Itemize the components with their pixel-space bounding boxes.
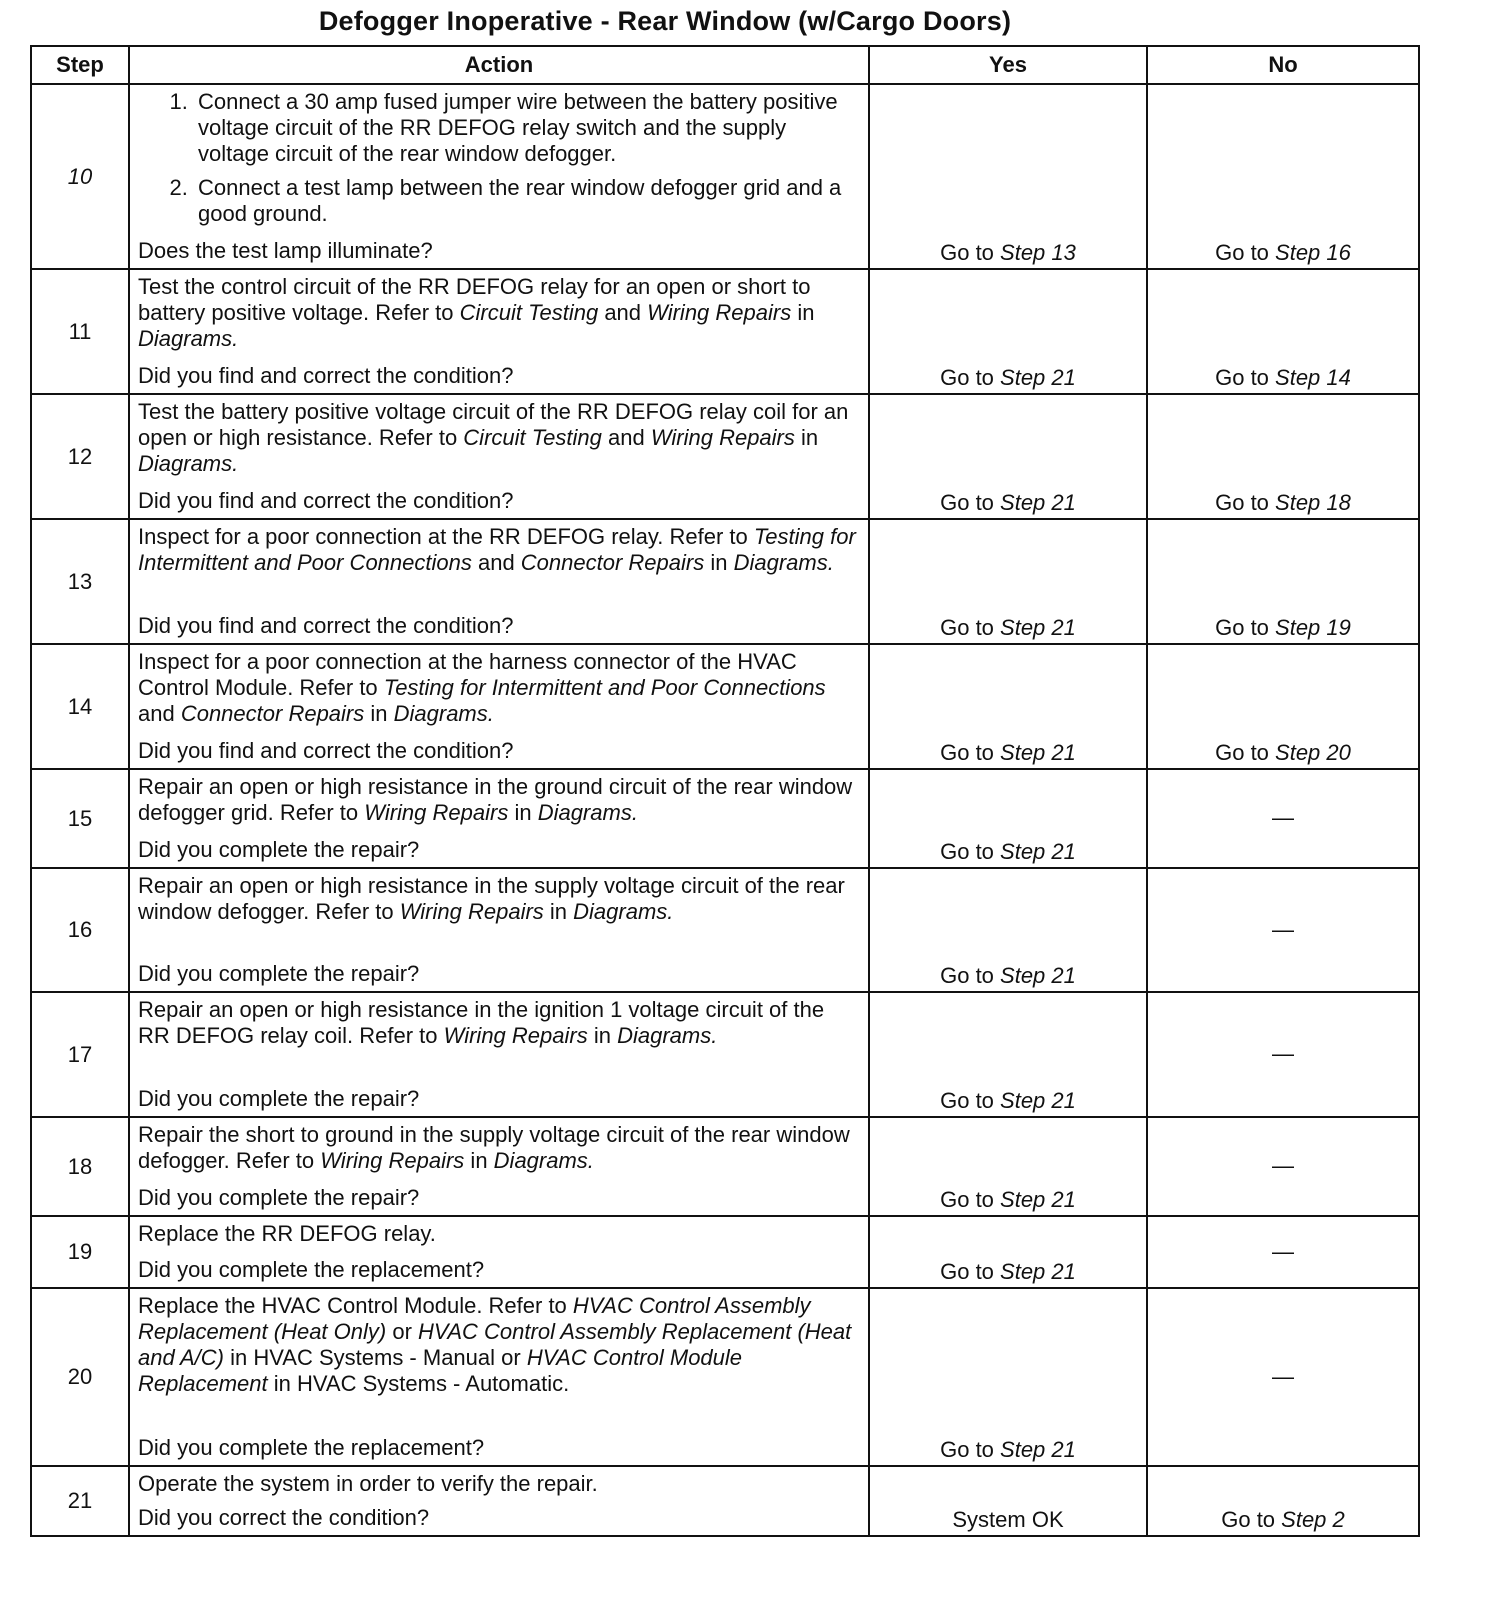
table-row xyxy=(31,394,1419,519)
reference-text: Circuit Testing xyxy=(459,300,599,325)
goto-prefix: Go to xyxy=(940,839,1001,864)
reference-text: Diagrams. xyxy=(493,1148,594,1173)
action-question: Did you complete the replacement? xyxy=(138,1435,485,1460)
text-segment: Repair an open or high resistance in the supply voltage circuit of the rear window defogger. Refer to xyxy=(138,873,845,924)
text-segment: Replace the RR DEFOG relay. xyxy=(138,1221,436,1246)
action-question: Did you complete the repair? xyxy=(138,1185,420,1210)
text-segment: and xyxy=(598,300,648,325)
step-number: 13 xyxy=(31,519,129,644)
action-text xyxy=(138,524,858,576)
yes-cell xyxy=(869,868,1147,992)
text-segment: Connect a 30 amp fused jumper wire between the battery positive voltage circuit of the RR DEFOG relay switch and the supply voltage circuit of the rear window defogger. xyxy=(198,89,838,166)
reference-text: Wiring Repairs xyxy=(650,425,795,450)
action-question: Did you correct the condition? xyxy=(138,1505,430,1530)
dash-mark: — xyxy=(1272,1238,1294,1264)
action-cell xyxy=(129,992,869,1117)
action-text xyxy=(138,1122,858,1174)
no-cell xyxy=(1147,84,1419,269)
step-number: 16 xyxy=(31,868,129,992)
table-row xyxy=(31,1288,1419,1466)
table-row xyxy=(31,1117,1419,1216)
text-segment: Repair the short to ground in the supply voltage circuit of the rear window defogger. Refer to xyxy=(138,1122,850,1173)
action-cell xyxy=(129,269,869,394)
goto-prefix: Go to xyxy=(1215,365,1276,390)
reference-text: Diagrams. xyxy=(537,800,638,825)
text-segment: in xyxy=(464,1148,494,1173)
action-question: Did you complete the repair? xyxy=(138,961,420,986)
text-segment: and xyxy=(471,550,521,575)
text-segment: in xyxy=(587,1023,618,1048)
goto-step-link: Step 21 xyxy=(1000,1187,1076,1212)
dash-mark: — xyxy=(1272,1153,1294,1178)
dash-mark: — xyxy=(1272,916,1294,942)
reference-text: Wiring Repairs xyxy=(647,300,792,325)
goto-prefix: Go to xyxy=(940,1259,1001,1284)
goto-prefix: Go to xyxy=(1215,240,1276,265)
table-row xyxy=(31,769,1419,868)
goto-prefix: Go to xyxy=(1215,740,1276,765)
action-question: Did you find and correct the condition? xyxy=(138,363,514,388)
no-cell xyxy=(1147,1216,1419,1288)
header-row xyxy=(31,46,1419,84)
action-cell xyxy=(129,1117,869,1216)
text-segment: Replace the HVAC Control Module. Refer to xyxy=(138,1293,573,1318)
yes-cell xyxy=(869,84,1147,269)
step-number: 19 xyxy=(31,1216,129,1288)
action-text xyxy=(138,1293,858,1397)
action-text xyxy=(138,399,858,477)
text-segment: in xyxy=(704,550,734,575)
text-segment: in xyxy=(791,300,815,325)
text-segment: Repair an open or high resistance in the ground circuit of the rear window defogger grid. Refer to xyxy=(138,774,853,825)
dash-mark: — xyxy=(1272,805,1294,830)
reference-text: HVAC Control Assembly Replacement (Heat and A/C) xyxy=(138,1319,852,1370)
no-cell xyxy=(1147,394,1419,519)
goto-prefix: Go to xyxy=(940,1088,1001,1113)
action-cell xyxy=(129,394,869,519)
text-segment: in xyxy=(794,425,819,450)
reference-text: Circuit Testing xyxy=(463,425,602,450)
goto-step-link: Step 21 xyxy=(1000,365,1076,390)
action-question: Did you complete the repair? xyxy=(138,1086,420,1111)
step-number: 12 xyxy=(31,394,129,519)
action-cell xyxy=(129,84,869,269)
action-text xyxy=(138,274,858,352)
goto-prefix: Go to xyxy=(940,1437,1001,1462)
no-cell xyxy=(1147,1288,1419,1466)
goto-step-link: Step 21 xyxy=(1000,839,1076,864)
goto-step-link: Step 21 xyxy=(1000,963,1076,988)
outcome-text: System OK xyxy=(952,1507,1064,1532)
yes-cell xyxy=(869,1216,1147,1288)
action-question: Does the test lamp illuminate? xyxy=(138,238,433,263)
reference-text: Testing for Intermittent and Poor Connections xyxy=(383,675,826,700)
dash-mark: — xyxy=(1272,1041,1294,1066)
goto-step-link: Step 21 xyxy=(1000,490,1076,515)
reference-text: Diagrams. xyxy=(393,701,494,726)
text-segment: in HVAC Systems - Automatic. xyxy=(267,1371,570,1396)
reference-text: Connector Repairs xyxy=(520,550,705,575)
reference-text: Diagrams. xyxy=(617,1023,718,1048)
goto-prefix: Go to xyxy=(940,615,1001,640)
step-number: 18 xyxy=(31,1117,129,1216)
reference-text: Diagrams. xyxy=(138,326,239,351)
text-segment: Test the battery positive voltage circuit of the RR DEFOG relay coil for an open or high resistance. Refer to xyxy=(138,399,849,450)
table-row xyxy=(31,644,1419,769)
yes-cell xyxy=(869,992,1147,1117)
goto-step-link: Step 21 xyxy=(1000,1437,1076,1462)
text-segment: in xyxy=(543,899,574,924)
table-row xyxy=(31,868,1419,992)
no-cell xyxy=(1147,269,1419,394)
no-cell xyxy=(1147,992,1419,1117)
action-list-item xyxy=(194,175,858,227)
goto-step-link: Step 16 xyxy=(1275,240,1351,265)
reference-text: Wiring Repairs xyxy=(443,1023,588,1048)
reference-text: HVAC Control Assembly Replacement (Heat Only) xyxy=(138,1293,811,1344)
goto-prefix: Go to xyxy=(940,240,1001,265)
goto-step-link: Step 21 xyxy=(1000,1259,1076,1284)
step-number: 20 xyxy=(31,1288,129,1466)
action-cell xyxy=(129,519,869,644)
header-no: No xyxy=(1147,46,1419,84)
reference-text: Connector Repairs xyxy=(180,701,365,726)
goto-prefix: Go to xyxy=(1221,1507,1282,1532)
action-cell xyxy=(129,1466,869,1536)
goto-step-link: Step 2 xyxy=(1281,1507,1345,1532)
goto-prefix: Go to xyxy=(940,740,1001,765)
text-segment: in xyxy=(508,800,538,825)
goto-step-link: Step 19 xyxy=(1275,615,1351,640)
yes-cell xyxy=(869,269,1147,394)
table-row xyxy=(31,84,1419,269)
table-row xyxy=(31,1216,1419,1288)
reference-text: Wiring Repairs xyxy=(320,1148,465,1173)
table-row xyxy=(31,1466,1419,1536)
action-text xyxy=(138,1221,858,1247)
header-yes: Yes xyxy=(869,46,1147,84)
action-text xyxy=(138,1471,858,1497)
action-question: Did you find and correct the condition? xyxy=(138,488,514,513)
text-segment: Inspect for a poor connection at the RR DEFOG relay. Refer to xyxy=(138,524,754,549)
text-segment: in xyxy=(364,701,394,726)
dash-mark: — xyxy=(1272,1363,1294,1389)
goto-prefix: Go to xyxy=(940,963,1001,988)
no-cell xyxy=(1147,1117,1419,1216)
reference-text: Wiring Repairs xyxy=(399,899,544,924)
reference-text: Diagrams. xyxy=(573,899,674,924)
reference-text: HVAC Control Module Replacement xyxy=(138,1345,743,1396)
no-cell xyxy=(1147,769,1419,868)
action-text xyxy=(138,873,858,925)
diagnostic-table xyxy=(30,45,1420,1537)
text-segment: Connect a test lamp between the rear window defogger grid and a good ground. xyxy=(198,175,842,226)
step-number: 17 xyxy=(31,992,129,1117)
table-row xyxy=(31,519,1419,644)
goto-prefix: Go to xyxy=(1215,615,1276,640)
goto-step-link: Step 13 xyxy=(1000,240,1076,265)
yes-cell xyxy=(869,1117,1147,1216)
text-segment: and xyxy=(601,425,651,450)
goto-prefix: Go to xyxy=(940,490,1001,515)
text-segment: in HVAC Systems - Manual or xyxy=(224,1345,527,1370)
action-text xyxy=(138,649,858,727)
action-question: Did you find and correct the condition? xyxy=(138,738,514,763)
no-cell xyxy=(1147,644,1419,769)
action-list xyxy=(138,89,858,227)
page-title: Defogger Inoperative - Rear Window (w/Cargo Doors) xyxy=(318,6,1012,36)
yes-cell xyxy=(869,644,1147,769)
goto-prefix: Go to xyxy=(1215,490,1276,515)
yes-cell xyxy=(869,394,1147,519)
action-cell xyxy=(129,1288,869,1466)
text-segment: or xyxy=(386,1319,419,1344)
step-number: 21 xyxy=(31,1466,129,1536)
reference-text: Diagrams. xyxy=(138,451,239,476)
goto-step-link: Step 18 xyxy=(1275,490,1351,515)
yes-cell xyxy=(869,1288,1147,1466)
step-number: 10 xyxy=(31,84,129,269)
header-step: Step xyxy=(31,46,129,84)
action-text xyxy=(138,774,858,826)
text-segment: Operate the system in order to verify the repair. xyxy=(138,1471,598,1496)
yes-cell xyxy=(869,1466,1147,1536)
no-cell xyxy=(1147,1466,1419,1536)
action-text xyxy=(138,997,858,1049)
step-number: 15 xyxy=(31,769,129,868)
action-question: Did you complete the replacement? xyxy=(138,1257,485,1282)
action-cell xyxy=(129,644,869,769)
goto-step-link: Step 21 xyxy=(1000,615,1076,640)
action-cell xyxy=(129,769,869,868)
table-row xyxy=(31,992,1419,1117)
goto-prefix: Go to xyxy=(940,1187,1001,1212)
goto-step-link: Step 21 xyxy=(1000,1088,1076,1113)
table-row xyxy=(31,269,1419,394)
reference-text: Wiring Repairs xyxy=(364,800,509,825)
text-segment: and xyxy=(138,701,181,726)
no-cell xyxy=(1147,868,1419,992)
text-segment: Test the control circuit of the RR DEFOG relay for an open or short to battery positive voltage. Refer to xyxy=(138,274,811,325)
goto-step-link: Step 20 xyxy=(1275,740,1351,765)
yes-cell xyxy=(869,769,1147,868)
text-segment: Inspect for a poor connection at the harness connector of the HVAC Control Module. Refer to xyxy=(138,649,797,700)
reference-text: Diagrams. xyxy=(733,550,834,575)
reference-text: Testing for Intermittent and Poor Connections xyxy=(138,524,856,575)
header-action: Action xyxy=(129,46,869,84)
yes-cell xyxy=(869,519,1147,644)
step-number: 14 xyxy=(31,644,129,769)
action-question: Did you find and correct the condition? xyxy=(138,613,514,638)
goto-step-link: Step 21 xyxy=(1000,740,1076,765)
action-cell xyxy=(129,1216,869,1288)
text-segment: Repair an open or high resistance in the ignition 1 voltage circuit of the RR DEFOG relay coil. Refer to xyxy=(138,997,825,1048)
goto-step-link: Step 14 xyxy=(1275,365,1351,390)
no-cell xyxy=(1147,519,1419,644)
action-list-item xyxy=(194,89,858,167)
action-cell xyxy=(129,868,869,992)
action-question: Did you complete the repair? xyxy=(138,837,420,862)
goto-prefix: Go to xyxy=(940,365,1001,390)
step-number: 11 xyxy=(31,269,129,394)
